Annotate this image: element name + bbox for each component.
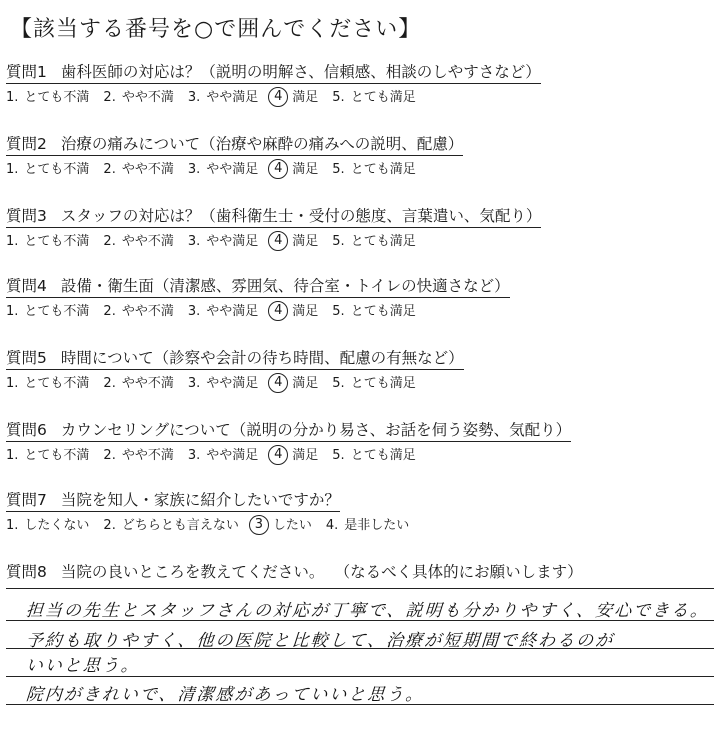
question-text: カウンセリングについて（説明の分かり易さ、お話を伺う姿勢、気配り） [60,421,572,439]
option-number: 4 [268,373,288,393]
option-number: 2. [103,162,116,177]
option-label: したくない [24,518,90,533]
option-number: 5. [332,90,345,105]
option-label: やや満足 [206,162,259,177]
answer-option-selected[interactable] [272,302,318,322]
option-number: 4 [268,87,288,107]
answer-option-selected[interactable] [272,160,318,180]
handwritten-answer-line: いいと思う。 [25,656,141,676]
option-number: 2. [103,376,116,391]
option-number: 1. [6,90,19,105]
answer-option[interactable] [332,376,415,392]
answer-option-selected[interactable] [272,374,318,394]
option-label: 満足 [292,304,319,319]
option-label: したい [272,518,312,533]
option-label: とても満足 [350,234,416,249]
option-label: とても満足 [350,90,416,105]
answer-option[interactable] [332,162,415,178]
answer-option[interactable] [103,234,173,250]
option-label: やや不満 [121,162,174,177]
option-number: 4 [268,159,288,179]
option-number: 4 [268,445,288,465]
question-8-number: 質問8 [6,563,47,581]
answer-option[interactable] [6,304,89,320]
answer-option[interactable] [6,448,89,464]
option-label: やや満足 [206,376,259,391]
option-label: やや満足 [206,304,259,319]
option-number: 2. [103,518,116,533]
option-number: 2. [103,234,116,249]
option-label: やや不満 [121,304,174,319]
answer-options [6,160,430,180]
answer-options [6,374,430,394]
option-number: 4 [268,231,288,251]
option-number: 5. [332,376,345,391]
answer-option[interactable] [103,376,173,392]
option-number: 3. [187,90,201,105]
answer-option[interactable] [103,90,173,106]
option-label: やや不満 [121,376,174,391]
question-line [6,206,541,228]
answer-option-selected[interactable] [272,232,318,252]
answer-option-selected[interactable] [272,446,318,466]
option-label: 満足 [292,234,319,249]
option-number: 3. [187,304,201,319]
option-number: 2. [103,304,116,319]
option-label: とても不満 [24,234,90,249]
answer-option[interactable] [6,376,89,392]
answer-option[interactable] [332,448,415,464]
option-number: 2. [103,448,116,463]
option-number: 3. [187,448,201,463]
answer-option[interactable] [188,90,258,106]
option-label: 満足 [292,448,319,463]
question-number: 質問2 [6,135,47,153]
question-line [6,490,340,512]
answer-option[interactable] [6,234,89,250]
answer-option[interactable] [332,234,415,250]
answer-rule [6,676,714,677]
question-text: スタッフの対応は？（歯科衛生士・受付の態度、言葉遣い、気配り） [60,207,542,225]
option-label: 是非したい [344,518,410,533]
answer-option[interactable] [103,304,173,320]
handwritten-answer-line: 担当の先生とスタッフさんの対応が丁寧で、説明も分かりやすく、安心できる。 [25,601,710,621]
question-8-header [6,562,583,582]
answer-options [6,516,423,536]
question-8-text: 当院の良いところを教えてください。 [60,563,325,581]
question-number: 質問1 [6,63,47,81]
answer-option[interactable] [188,376,258,392]
option-number: 5. [332,162,345,177]
option-label: とても不満 [24,448,90,463]
option-label: とても満足 [350,304,416,319]
option-number: 3. [187,376,201,391]
answer-option[interactable] [188,448,258,464]
answer-option[interactable] [103,162,173,178]
answer-option[interactable] [6,90,89,106]
question-text: 歯科医師の対応は？（説明の明解さ、信頼感、相談のしやすさなど） [60,63,541,81]
option-label: とても満足 [350,448,416,463]
option-number: 1. [6,448,19,463]
option-label: とても満足 [350,162,416,177]
option-label: やや満足 [206,448,259,463]
question-text: 時間について（診察や会計の待ち時間、配慮の有無など） [60,349,464,367]
option-label: やや不満 [121,448,174,463]
answer-options [6,446,430,466]
option-number: 1. [6,518,19,533]
option-number: 2. [103,90,116,105]
answer-option[interactable] [103,518,238,534]
answer-rule [6,588,714,589]
answer-option[interactable] [6,518,89,534]
option-label: とても不満 [24,376,90,391]
answer-option[interactable] [332,90,415,106]
option-number: 4 [268,301,288,321]
option-label: やや満足 [206,234,259,249]
option-label: やや不満 [121,234,174,249]
option-label: とても不満 [24,90,90,105]
question-line [6,62,541,84]
option-label: どちらとも言えない [121,518,239,533]
answer-option-selected[interactable] [272,88,318,108]
handwritten-answer-line: 院内がきれいで、清潔感があっていいと思う。 [25,685,426,705]
option-number: 1. [6,304,19,319]
option-number: 5. [332,304,345,319]
option-label: やや不満 [121,90,174,105]
answer-option[interactable] [6,162,89,178]
option-number: 1. [6,162,19,177]
handwritten-answer-line: 予約も取りやすく、他の医院と比較して、治療が短期間で終わるのが [25,631,615,651]
option-number: 1. [6,376,19,391]
question-text: 治療の痛みについて（治療や麻酔の痛みへの説明、配慮） [60,135,464,153]
option-label: とても満足 [350,376,416,391]
question-number: 質問6 [6,421,47,439]
question-number: 質問4 [6,277,47,295]
answer-option-selected[interactable] [253,516,312,536]
option-label: とても不満 [24,304,90,319]
answer-option[interactable] [103,448,173,464]
answer-options [6,232,430,252]
option-number: 5. [332,234,345,249]
question-text: 当院を知人・家族に紹介したいですか？ [60,491,340,509]
option-number: 3. [187,234,201,249]
option-label: 満足 [292,162,319,177]
question-line [6,348,464,370]
option-number: 3. [187,162,201,177]
option-number: 3 [249,515,269,535]
option-label: やや満足 [206,90,259,105]
answer-option[interactable] [326,518,409,534]
question-line [6,276,510,298]
option-label: 満足 [292,90,319,105]
question-number: 質問7 [6,491,47,509]
answer-option[interactable] [332,304,415,320]
option-label: とても不満 [24,162,90,177]
question-line [6,134,463,156]
answer-options [6,302,430,322]
option-number: 1. [6,234,19,249]
option-label: 満足 [292,376,319,391]
question-8-note: （なるべく具体的にお願いします） [342,563,583,581]
answer-options [6,88,430,108]
page-title: 【該当する番号を○で囲んでください】 [10,17,422,42]
answer-option[interactable] [188,234,258,250]
question-text: 設備・衛生面（清潔感、雰囲気、待合室・トイレの快適さなど） [60,277,510,295]
question-line [6,420,571,442]
question-number: 質問3 [6,207,47,225]
answer-option[interactable] [188,304,258,320]
question-number: 質問5 [6,349,47,367]
option-number: 5. [332,448,345,463]
answer-option[interactable] [188,162,258,178]
option-number: 4. [325,518,339,533]
